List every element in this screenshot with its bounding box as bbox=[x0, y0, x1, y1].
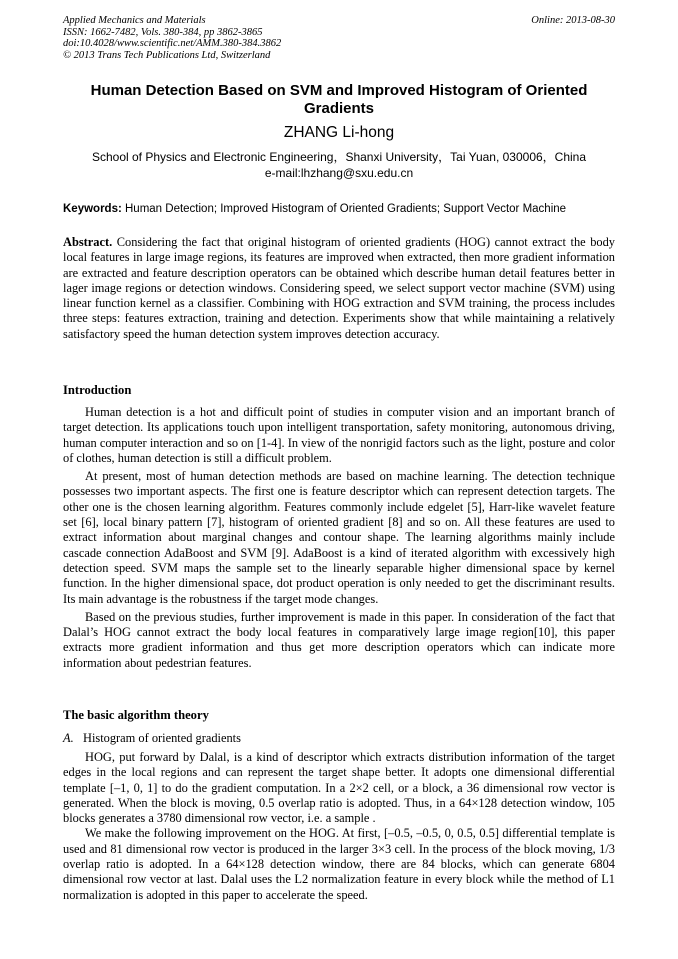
online-date: Online: 2013-08-30 bbox=[531, 15, 615, 26]
theory-paragraph-1: HOG, put forward by Dalal, is a kind of descriptor which extracts distribution information of the target edges in the local regions and can represent the target shape better. It adopts one dimensional differential template [–1, 0, 1] to do the gradient computation. In a 2×2 cell, or a block, a 36 dimensional row vector is generated. When the block is moving, 0.5 overlap ratio is adopted. Thus, in a 64×128 detection window, 105 blocks generates a 3780 dimensional row vector, i.e. a sample . bbox=[63, 750, 615, 826]
subsection-letter: A. bbox=[63, 731, 74, 745]
intro-paragraph-2: At present, most of human detection methods are based on machine learning. The detection technique possesses two important aspects. The first one is feature descriptor which can represent detection targets. The other one is the chosen learning algorithm. Features commonly include edgelet [5], Harr-like wavelet feature set [6], local binary pattern [7], histogram of oriented gradient [8] and so on. All these features are used to extract information about marginal changes and contour shape. The learning algorithms mainly include cascade connection AdaBoost and SVM [9]. AdaBoost is a kind of iterated algorithm with excessively high detection speed. SVM maps the sample set to the linearly separable higher dimensional space by kernel function. In the higher dimensional space, dot product operation is only needed to get the discriminant results. Its main advantage is the robustness if the target mode changes. bbox=[63, 469, 615, 606]
hog-subheading bbox=[63, 731, 241, 746]
subsection-title: Histogram of oriented gradients bbox=[83, 731, 241, 745]
copyright-line: © 2013 Trans Tech Publications Ltd, Switzerland bbox=[63, 49, 271, 61]
abstract-label: Abstract. bbox=[63, 235, 113, 249]
author-affiliation: School of Physics and Electronic Engineering，Shanxi University，Tai Yuan, 030006，China bbox=[91, 150, 587, 164]
intro-paragraph-3: Based on the previous studies, further improvement is made in this paper. In consideration of the fact that Dalal’s HOG cannot extract the body local features in comparatively large image region[10], this paper extracts more gradient information and thus get more description operators which can indicate more information about pedestrian features. bbox=[63, 609, 615, 670]
introduction-heading: Introduction bbox=[63, 383, 132, 397]
keywords-label: Keywords: bbox=[63, 203, 122, 215]
theory-heading: The basic algorithm theory bbox=[63, 708, 209, 722]
paper-title: Human Detection Based on SVM and Improved Histogram of Oriented Gradients bbox=[90, 82, 588, 117]
keywords-line bbox=[63, 202, 623, 216]
doi-line: doi:10.4028/www.scientific.net/AMM.380-384.3862 bbox=[63, 38, 282, 49]
abstract-block bbox=[63, 235, 615, 342]
abstract-text: Considering the fact that original histogram of oriented gradients (HOG) cannot extract the body local features in large image regions, its features are improved when extracted, then more gradient information are extracted and feature description operators can be obtained which describe human detail features better in lager image regions or detection windows. Considering speed, we select support vector machine (SVM) using linear function kernel as a classifier. Combining with HOG extraction and SVM training, the process includes three steps: features extraction, training and detection. Experiments show that while maintaining a relatively satisfactory speed the human detection system improves detection accuracy. bbox=[63, 235, 615, 341]
author-email: e-mail:lhzhang@sxu.edu.cn bbox=[264, 166, 414, 180]
journal-header bbox=[63, 15, 615, 61]
keywords-text: Human Detection; Improved Histogram of Oriented Gradients; Support Vector Machine bbox=[125, 203, 567, 215]
intro-paragraph-1: Human detection is a hot and difficult point of studies in computer vision and an important branch of target detection. Its applications touch upon intelligent transportation, safety monitoring, autonomous driving, human computer interaction and so on [1-4]. In view of the nonrigid factors such as the light, posture and color of clothes, human detection is still a difficult problem. bbox=[63, 405, 615, 465]
journal-name: Applied Mechanics and Materials bbox=[63, 15, 206, 26]
introduction-body bbox=[63, 405, 615, 671]
theory-body bbox=[63, 750, 615, 903]
issn-line: ISSN: 1662-7482, Vols. 380-384, pp 3862-3865 bbox=[63, 26, 263, 38]
theory-paragraph-2: We make the following improvement on the HOG. At first, [–0.5, –0.5, 0, 0.5, 0.5] differential template is used and 81 dimensional row vector is produced in the larger 3×3 cell. In the process of the block moving, 1/3 overlap ratio is adopted. In a 64×128 detection window, there are 84 blocks, which can generate 6804 dimensional row vector at last. Dalal uses the L2 normalization feature in every block while the method of L1 normalization is adopted in this paper to accelerate the speed. bbox=[63, 826, 615, 902]
paper-author: ZHANG Li-hong bbox=[283, 124, 395, 141]
